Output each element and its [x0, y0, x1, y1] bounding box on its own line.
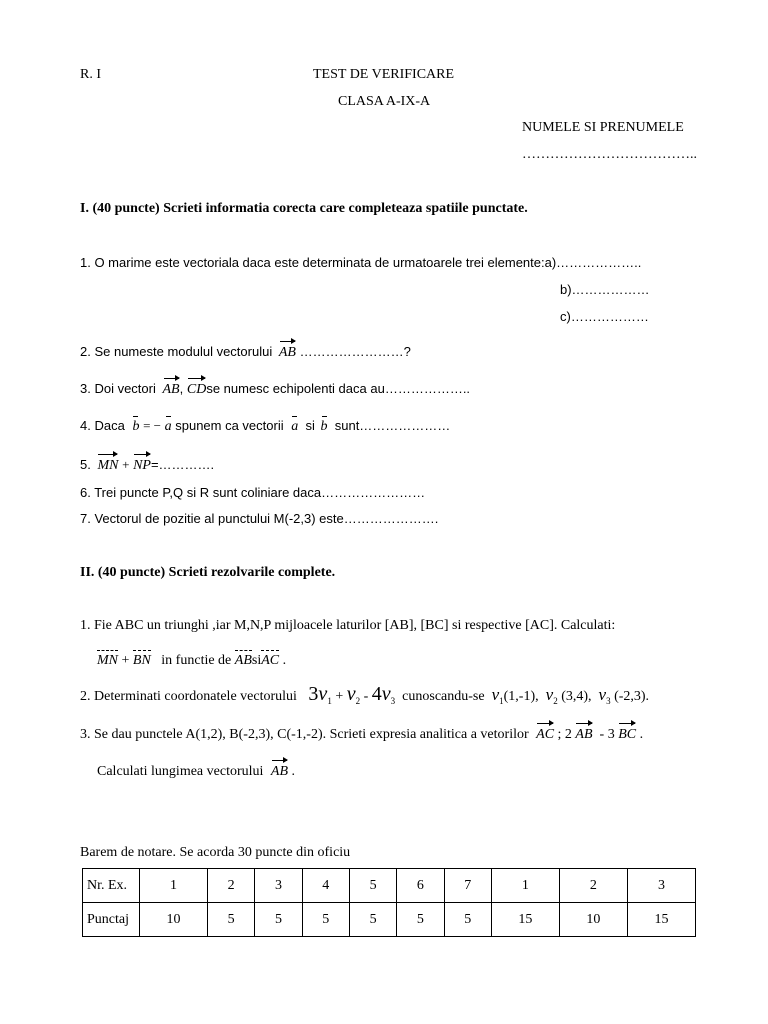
si-label: si: [305, 418, 315, 433]
question-3: [80, 382, 470, 397]
name-label: NUMELE SI PRENUMELE: [522, 120, 684, 135]
table-cell: 10: [559, 903, 627, 937]
question-5: [80, 458, 214, 473]
table-cell: 5: [397, 903, 444, 937]
question-1: 1. O marime este vectoriala daca este determinata de urmatoarele trei elemente:a)………………..: [80, 255, 642, 270]
vector-ac: AC: [536, 727, 555, 742]
v3-coords: (-2,3).: [614, 689, 650, 704]
v-symbol: v: [598, 685, 607, 704]
question-1-b: b)………………: [560, 282, 650, 297]
vector-mn: MN: [97, 653, 118, 668]
vector-ab: AB: [234, 653, 252, 668]
question-2-dots: ……………………?: [299, 344, 411, 359]
vector-cd: CD: [186, 382, 207, 397]
comma: ,: [179, 381, 184, 396]
v-symbol: v: [346, 683, 356, 705]
vector-ab: AB: [278, 345, 296, 360]
question-4: [80, 419, 450, 434]
equals-minus: = −: [143, 418, 161, 433]
subscript: 2: [355, 695, 361, 706]
table-cell: 3: [627, 869, 695, 903]
table-row: [83, 903, 696, 937]
question-2: [80, 345, 411, 360]
separator: ; 2: [557, 727, 572, 742]
v1-coords: (1,-1),: [503, 689, 539, 704]
question-3-rest: se numesc echipolenti daca au………………..: [206, 381, 471, 396]
v-symbol: v: [318, 683, 328, 705]
table-cell: 3: [255, 869, 302, 903]
table-cell: 5: [349, 903, 396, 937]
question-2-text: 2. Se numeste modulul vectorului: [80, 344, 273, 359]
question-3-text: 3. Doi vectori: [80, 381, 156, 396]
question-5-number: 5.: [80, 457, 91, 472]
subscript: 1: [327, 695, 332, 706]
table-cell: 15: [627, 903, 695, 937]
si-label: si: [251, 653, 262, 668]
period: .: [639, 727, 644, 742]
table-cell: 5: [444, 903, 491, 937]
vector-np: NP: [133, 458, 151, 473]
question-7: 7. Vectorul de pozitie al punctului M(-2,3) este………………….: [80, 511, 439, 526]
coef-3: 3: [308, 683, 319, 705]
problem-3: [80, 728, 643, 742]
table-cell: 2: [208, 869, 255, 903]
vector-a: a: [291, 419, 299, 434]
header-left: R. I: [80, 67, 101, 82]
vector-ab: AB: [162, 382, 180, 397]
class-label: CLASA A-IX-A: [338, 94, 431, 109]
problem-1-mid: in functie de: [161, 653, 232, 668]
vector-b: b: [132, 419, 140, 434]
question-4-rest: sunt…………………: [334, 418, 451, 433]
question-4-mid: spunem ca vectorii: [175, 418, 284, 433]
v2-coords: (3,4),: [561, 689, 592, 704]
question-1-c: c)………………: [560, 309, 649, 324]
v-symbol: v: [545, 685, 554, 704]
v-symbol: v: [381, 683, 391, 705]
plus-sign: +: [335, 689, 344, 704]
vector-a: a: [164, 419, 172, 434]
section1-heading: I. (40 puncte) Scrieti informatia corecta care completeaza spatiile punctate.: [80, 201, 528, 216]
table-cell: 5: [349, 869, 396, 903]
barem-table: [82, 868, 696, 937]
table-cell: Nr. Ex.: [83, 869, 140, 903]
name-field[interactable]: ………………………………..: [522, 147, 697, 162]
vector-b: b: [320, 419, 328, 434]
vector-mn: MN: [97, 458, 119, 473]
vector-bc: BC: [618, 727, 637, 742]
minus-sign: -: [363, 689, 369, 704]
vector-bn: BN: [132, 653, 151, 668]
table-cell: 5: [302, 903, 349, 937]
period: .: [291, 764, 296, 779]
vector-ac: AC: [261, 653, 280, 668]
problem-3-part-b: [97, 765, 295, 779]
table-cell: 1: [491, 869, 559, 903]
table-cell: 2: [559, 869, 627, 903]
vector-ab: AB: [575, 727, 593, 742]
table-cell: 7: [444, 869, 491, 903]
question-4-text: 4. Daca: [80, 418, 125, 433]
page-title: TEST DE VERIFICARE: [313, 67, 455, 82]
problem-1-expression: [97, 654, 286, 668]
plus-sign: +: [121, 653, 130, 668]
table-cell: 6: [397, 869, 444, 903]
minus-three: - 3: [599, 727, 615, 742]
problem-2-text: 2. Determinati coordonatele vectorului: [80, 689, 297, 704]
table-cell: 15: [491, 903, 559, 937]
table-cell: 10: [140, 903, 208, 937]
table-cell: 5: [255, 903, 302, 937]
table-cell: Punctaj: [83, 903, 140, 937]
subscript: 1: [499, 695, 504, 706]
problem-1: 1. Fie ABC un triunghi ,iar M,N,P mijloacele laturilor [AB], [BC] si respective [AC]. Calculati:: [80, 618, 616, 633]
v-symbol: v: [491, 685, 500, 704]
table-cell: 1: [140, 869, 208, 903]
table-cell: 5: [208, 903, 255, 937]
table-row: [83, 869, 696, 903]
section2-heading: II. (40 puncte) Scrieti rezolvarile complete.: [80, 565, 336, 580]
subscript: 3: [606, 695, 611, 706]
vector-ab: AB: [270, 764, 289, 779]
period: .: [282, 653, 287, 668]
subscript: 3: [390, 695, 396, 706]
problem-2: [80, 684, 649, 706]
coef-4: 4: [371, 683, 382, 705]
question-6: 6. Trei puncte P,Q si R sunt coliniare daca……………………: [80, 485, 426, 500]
question-5-rest: =………….: [150, 457, 215, 472]
problem-3-text: 3. Se dau punctele A(1,2), B(-2,3), C(-1,-2). Scrieti expresia analitica a vetorilor: [80, 727, 529, 742]
subscript: 2: [553, 695, 558, 706]
problem-3b-text: Calculati lungimea vectorului: [97, 764, 264, 779]
barem-caption: Barem de notare. Se acorda 30 puncte din oficiu: [80, 845, 351, 860]
plus-sign: +: [122, 457, 130, 472]
table-cell: 4: [302, 869, 349, 903]
problem-2-mid: cunoscandu-se: [402, 689, 485, 704]
